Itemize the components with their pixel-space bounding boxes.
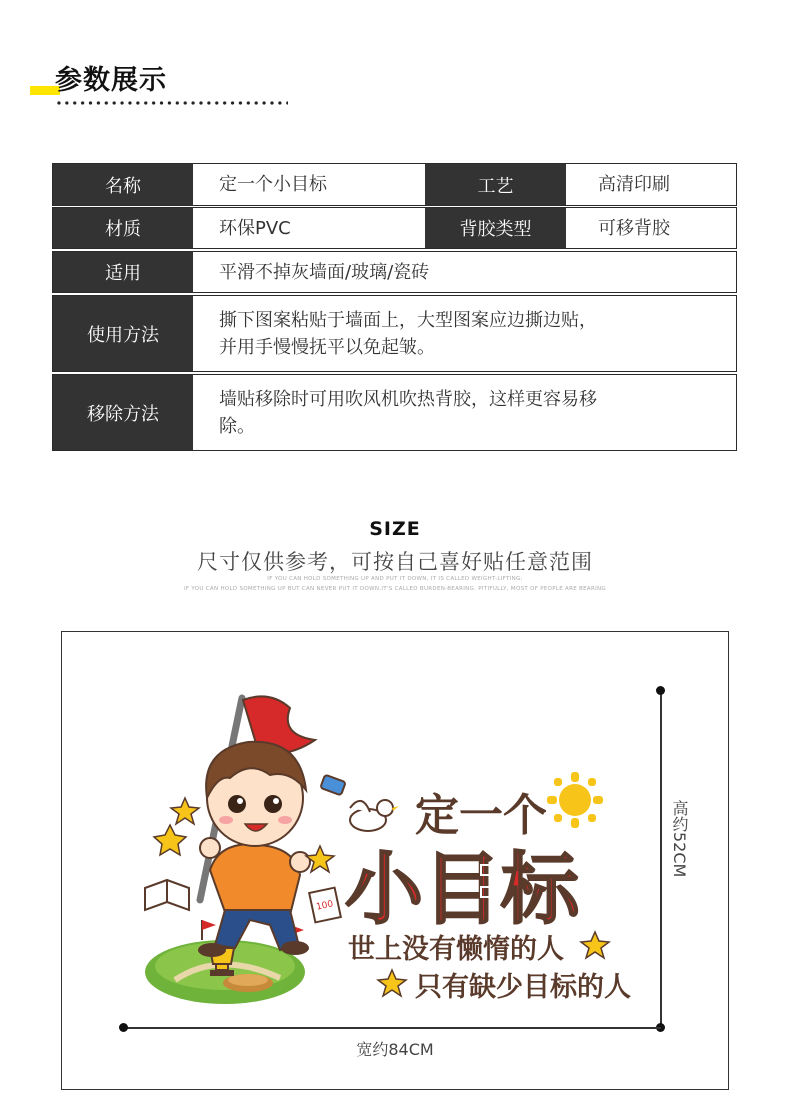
spec-value-usage: 撕下图案粘贴于墙面上，大型图案应边撕边贴，并用手慢慢抚平以免起皱。 bbox=[219, 309, 597, 358]
width-label: 宽约84CM bbox=[356, 1040, 434, 1059]
spec-value-name: 定一个小目标 bbox=[219, 174, 327, 195]
spec-value-craft: 高清印刷 bbox=[598, 174, 670, 195]
height-label: 高约52CM bbox=[670, 800, 689, 878]
spec-value-backing: 可移背胶 bbox=[598, 217, 670, 239]
test-paper-icon bbox=[309, 888, 341, 923]
spec-label-name: 名称 bbox=[53, 164, 193, 205]
eraser-icon bbox=[320, 775, 345, 796]
width-left-dot bbox=[119, 1023, 128, 1032]
spec-label-backing: 背胶类型 bbox=[425, 208, 566, 248]
spec-value-removal: 墙贴移除时可用吹风机吹热背胶，这样更容易移除。 bbox=[219, 388, 597, 437]
sun-icon bbox=[547, 772, 603, 828]
spec-value-apply: 平滑不掉灰墙面/玻璃/瓷砖 bbox=[219, 261, 430, 283]
slogan-line3: 世上没有懒惰的人 bbox=[348, 934, 564, 965]
sticker-artwork bbox=[130, 680, 660, 1020]
tiny-caption-line2: IF YOU CAN HOLD SOMETHING UP BUT CAN NEVER PUT IT DOWN,IT'S CALLED BURDEN-BEARING. PITIFULLY, MOST OF PEOPLE ARE BEARING bbox=[184, 586, 606, 592]
section-title: 参数展示 bbox=[55, 65, 167, 96]
spec-label-removal: 移除方法 bbox=[53, 375, 193, 450]
spec-row-name bbox=[52, 163, 737, 206]
spec-label-material: 材质 bbox=[53, 208, 193, 248]
height-dimension-line bbox=[660, 690, 662, 1028]
test-score: 100 bbox=[315, 899, 335, 913]
spec-value-material: 环保PVC bbox=[219, 217, 291, 239]
size-subtitle: 尺寸仅供参考，可按自己喜好贴任意范围 bbox=[197, 550, 593, 574]
dotted-divider bbox=[55, 100, 288, 106]
slogan-line4: 只有缺少目标的人 bbox=[415, 972, 631, 1003]
width-dimension-line bbox=[123, 1027, 661, 1029]
size-badge: SIZE bbox=[365, 518, 425, 540]
spec-label-usage: 使用方法 bbox=[53, 296, 193, 371]
spec-label-craft: 工艺 bbox=[425, 164, 566, 205]
slogan-line1: 定一个 bbox=[415, 790, 547, 841]
spec-row-removal bbox=[52, 374, 737, 451]
size-heading bbox=[0, 518, 790, 540]
spec-label-apply: 适用 bbox=[53, 252, 193, 292]
spec-row-material bbox=[52, 207, 737, 249]
tiny-caption-line1: IF YOU CAN HOLD SOMETHING UP AND PUT IT DOWN, IT IS CALLED WEIGHT-LIFTING; bbox=[267, 576, 523, 582]
bird-icon bbox=[350, 800, 399, 831]
height-top-dot bbox=[656, 686, 665, 695]
book-icon bbox=[145, 880, 189, 910]
spec-row-apply bbox=[52, 251, 737, 293]
slogan-line2: 小目标 bbox=[345, 845, 580, 935]
spec-row-usage bbox=[52, 295, 737, 372]
